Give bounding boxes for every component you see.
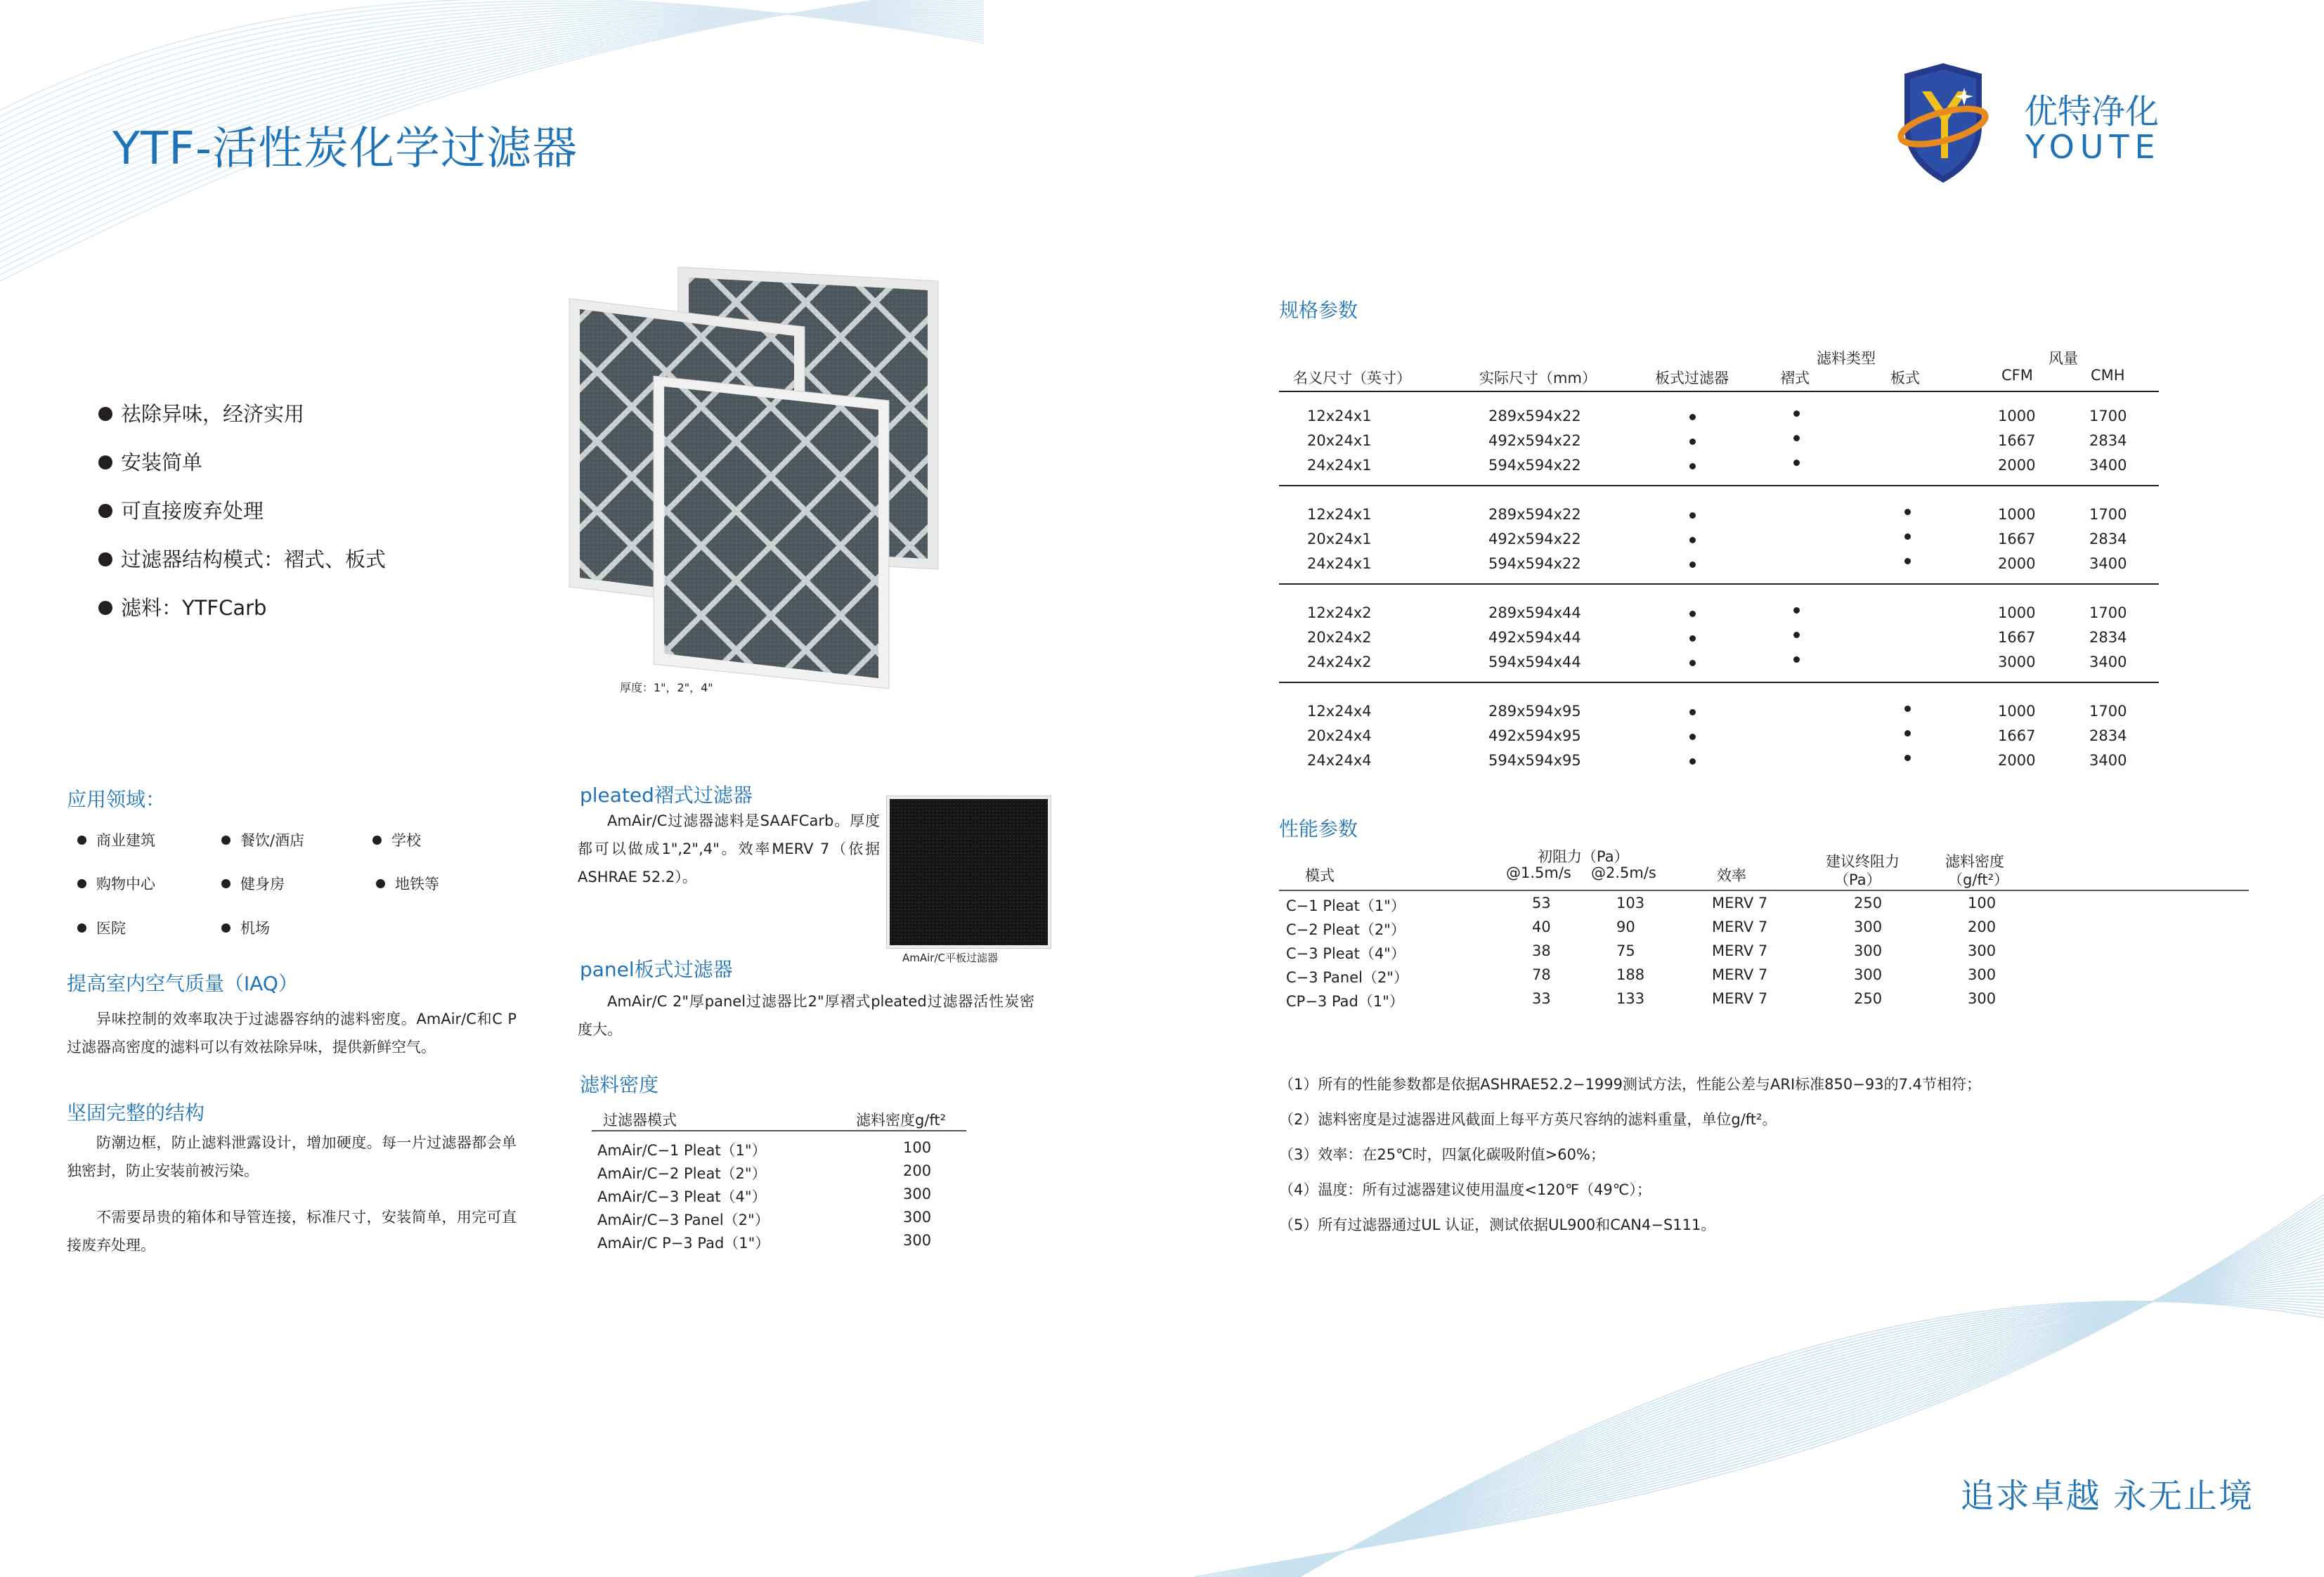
spec-cfm-cell: 1000 — [1998, 604, 2036, 621]
pleated-text: AmAir/C过滤器滤料是SAAFCarb。厚度都可以做成1",2",4"。效率MERV 7（依据ASHRAE 52.2）。 — [578, 812, 880, 885]
spec-bullet-panel-filter — [1689, 709, 1696, 715]
feature-item: 可直接废弃处理 — [98, 495, 264, 524]
feature-item: 祛除异味，经济实用 — [98, 398, 304, 427]
spec-bullet-pleat — [1793, 607, 1800, 614]
perf-v2-cell: 103 — [1616, 895, 1645, 911]
spec-nominal-cell: 24x24x1 — [1307, 555, 1372, 572]
density-heading: 滤料密度 — [580, 1073, 659, 1096]
spec-col-panel: 板式 — [1890, 370, 1920, 387]
wave-line — [1195, 1301, 2324, 1577]
spec-nominal-cell: 12x24x4 — [1307, 703, 1372, 720]
wave-line — [1195, 1268, 2324, 1577]
wave-line — [1195, 1244, 2324, 1577]
spec-bullet-panel-filter — [1689, 758, 1696, 765]
spec-cmh-cell: 2834 — [2089, 432, 2127, 449]
spec-bullet-pleat — [1793, 410, 1800, 417]
spec-cfm-cell: 2000 — [1998, 457, 2036, 474]
spec-cmh-cell: 3400 — [2089, 752, 2127, 769]
application-item: 购物中心 — [77, 873, 155, 894]
spec-actual-cell: 594x594x95 — [1488, 752, 1581, 769]
density-value-cell: 300 — [903, 1209, 932, 1226]
spec-cmh-cell: 1700 — [2089, 408, 2127, 424]
spec-cfm-cell: 1000 — [1998, 506, 2036, 523]
perf-v2-cell: 75 — [1616, 942, 1635, 959]
wave-line — [1195, 1209, 2324, 1577]
thickness-caption: 厚度：1"，2"，4" — [620, 681, 713, 694]
spec-bullet-panel — [1904, 558, 1911, 564]
bullet-icon — [376, 879, 385, 888]
note: （5）所有过滤器通过UL 认证，测试依据UL900和CAN4−S111。 — [1279, 1216, 1716, 1233]
wave-line — [1195, 1202, 2324, 1577]
perf-v1-cell: 53 — [1532, 895, 1551, 911]
density-value-cell: 300 — [903, 1186, 932, 1202]
structure-heading: 坚固完整的结构 — [67, 1101, 205, 1124]
spec-group-rule — [1279, 583, 2159, 585]
density-mode-cell: AmAir/C−1 Pleat（1"） — [597, 1142, 767, 1159]
spec-bullet-panel — [1904, 730, 1911, 736]
spec-nominal-cell: 20x24x4 — [1307, 727, 1372, 744]
iaq-heading: 提高室内空气质量（IAQ） — [67, 972, 298, 995]
perf-mode-cell: C−3 Panel（2"） — [1286, 969, 1408, 986]
perf-final-cell: 300 — [1854, 942, 1883, 959]
spec-cfm-cell: 1667 — [1998, 727, 2036, 744]
perf-col-density-1: 滤料密度 — [1945, 853, 2004, 870]
perf-density-cell: 100 — [1968, 895, 1997, 911]
bullet-icon — [98, 601, 112, 615]
bullet-icon — [98, 552, 112, 566]
spec-cfm-cell: 1000 — [1998, 408, 2036, 424]
spec-cfm-cell: 2000 — [1998, 555, 2036, 572]
spec-col-nominal: 名义尺寸（英寸） — [1293, 370, 1411, 387]
spec-actual-cell: 492x594x22 — [1488, 432, 1581, 449]
perf-col-final-2: （Pa） — [1834, 871, 1881, 888]
perf-density-cell: 200 — [1968, 919, 1997, 935]
spec-cmh-cell: 2834 — [2089, 531, 2127, 547]
spec-actual-cell: 594x594x22 — [1488, 457, 1581, 474]
spec-bullet-panel-filter — [1689, 512, 1696, 519]
structure-text-1: 防潮边框，防止滤料泄露设计，增加硬度。每一片过滤器都会单独密封，防止安装前被污染。 — [67, 1134, 517, 1179]
perf-final-cell: 250 — [1854, 895, 1883, 911]
wave-line — [1195, 1296, 2324, 1577]
spec-heading: 规格参数 — [1279, 299, 1358, 322]
wave-line — [1195, 1301, 2324, 1577]
spec-nominal-cell: 12x24x1 — [1307, 408, 1372, 424]
perf-eff-cell: MERV 7 — [1712, 990, 1768, 1007]
density-mode-cell: AmAir/C−3 Pleat（4"） — [597, 1188, 767, 1205]
feature-item: 过滤器结构模式：褶式、板式 — [98, 544, 386, 573]
shield-logo-icon — [1897, 60, 1989, 186]
perf-col-v2: @2.5m/s — [1591, 864, 1656, 881]
perf-final-cell: 250 — [1854, 990, 1883, 1007]
spec-nominal-cell: 20x24x1 — [1307, 432, 1372, 449]
application-item: 商业建筑 — [77, 829, 155, 850]
perf-header-rule — [1279, 890, 2249, 891]
spec-cmh-cell: 1700 — [2089, 703, 2127, 720]
spec-cfm-cell: 2000 — [1998, 752, 2036, 769]
wave-line — [1195, 1302, 2324, 1577]
spec-col-panel-filter: 板式过滤器 — [1655, 370, 1729, 387]
wave-line — [1195, 1226, 2324, 1577]
spec-group-rule — [1279, 682, 2159, 683]
bullet-icon — [77, 879, 86, 888]
wave-line — [1195, 1272, 2324, 1577]
carbon-texture — [890, 799, 1048, 945]
wave-line — [1195, 1254, 2324, 1577]
perf-eff-cell: MERV 7 — [1712, 942, 1768, 959]
applications-heading: 应用领域： — [67, 788, 166, 811]
spec-airflow-header: 风量 — [2049, 350, 2078, 367]
spec-actual-cell: 289x594x22 — [1488, 408, 1581, 424]
perf-density-cell: 300 — [1968, 990, 1997, 1007]
perf-v1-cell: 78 — [1532, 966, 1551, 983]
application-item: 地铁等 — [376, 873, 439, 894]
panel-filter-caption: AmAir/C平板过滤器 — [902, 952, 998, 964]
spec-col-cmh: CMH — [2091, 367, 2125, 384]
spec-nominal-cell: 20x24x1 — [1307, 531, 1372, 547]
spec-nominal-cell: 12x24x2 — [1307, 604, 1372, 621]
spec-bullet-panel-filter — [1689, 537, 1696, 543]
perf-v2-cell: 90 — [1616, 919, 1635, 935]
wave-line — [1195, 1299, 2324, 1577]
spec-actual-cell: 492x594x22 — [1488, 531, 1581, 547]
product-image-filters — [562, 264, 942, 692]
panel-filter-image — [887, 796, 1051, 948]
spec-cfm-cell: 1667 — [1998, 629, 2036, 646]
page-title: YTF-活性炭化学过滤器 — [112, 123, 578, 175]
application-item: 健身房 — [221, 873, 285, 894]
spec-col-pleat: 褶式 — [1780, 370, 1810, 387]
spec-col-actual: 实际尺寸（mm） — [1479, 370, 1597, 387]
wave-line — [1195, 1279, 2324, 1577]
brand-name-cn: 优特净化 — [2024, 92, 2160, 131]
spec-cmh-cell: 2834 — [2089, 629, 2127, 646]
wave-line — [1195, 1302, 2324, 1577]
spec-nominal-cell: 24x24x2 — [1307, 654, 1372, 670]
bullet-icon — [77, 923, 86, 933]
density-value-cell: 300 — [903, 1232, 932, 1249]
spec-bullet-panel-filter — [1689, 734, 1696, 740]
wave-line — [1195, 1290, 2324, 1577]
application-item: 机场 — [221, 917, 270, 938]
perf-density-cell: 300 — [1968, 966, 1997, 983]
bullet-icon — [77, 836, 86, 845]
perf-col-v1: @1.5m/s — [1506, 864, 1571, 881]
spec-cfm-cell: 1667 — [1998, 531, 2036, 547]
spec-bullet-panel-filter — [1689, 463, 1696, 469]
perf-heading: 性能参数 — [1279, 817, 1358, 841]
perf-mode-cell: C−3 Pleat（4"） — [1286, 945, 1406, 962]
spec-cmh-cell: 3400 — [2089, 457, 2127, 474]
spec-bullet-panel — [1904, 755, 1911, 761]
panel-text: AmAir/C 2"厚panel过滤器比2"厚褶式pleated过滤器活性炭密度大。 — [578, 993, 1034, 1038]
perf-v1-cell: 33 — [1532, 990, 1551, 1007]
wave-line — [1195, 1233, 2324, 1577]
wave-line — [1195, 1198, 2324, 1577]
spec-bullet-pleat — [1793, 435, 1800, 441]
wave-line — [1195, 1219, 2324, 1577]
application-item: 医院 — [77, 917, 126, 938]
note: （3）效率：在25℃时，四氯化碳吸附值>60%； — [1279, 1146, 1605, 1163]
application-item: 学校 — [372, 829, 421, 850]
spec-bullet-panel-filter — [1689, 660, 1696, 666]
feature-item: 安装简单 — [98, 447, 202, 476]
spec-bullet-panel-filter — [1689, 414, 1696, 420]
density-mode-cell: AmAir/C−3 Panel（2"） — [597, 1212, 770, 1228]
perf-eff-cell: MERV 7 — [1712, 919, 1768, 935]
density-value-cell: 100 — [903, 1139, 932, 1156]
spec-nominal-cell: 20x24x2 — [1307, 629, 1372, 646]
brand-name-en: YOUTE — [2025, 128, 2161, 166]
wave-line — [1195, 1237, 2324, 1577]
spec-actual-cell: 492x594x95 — [1488, 727, 1581, 744]
spec-bullet-panel-filter — [1689, 562, 1696, 568]
density-col-density: 滤料密度g/ft² — [856, 1112, 947, 1129]
spec-actual-cell: 594x594x44 — [1488, 654, 1581, 670]
perf-final-cell: 300 — [1854, 919, 1883, 935]
spec-cmh-cell: 3400 — [2089, 555, 2127, 572]
spec-bullet-panel-filter — [1689, 635, 1696, 642]
spec-bullet-panel — [1904, 509, 1911, 515]
bullet-icon — [98, 407, 112, 421]
perf-v1-cell: 40 — [1532, 919, 1551, 935]
feature-item: 滤料：YTFCarb — [98, 592, 266, 621]
wave-line — [1195, 1216, 2324, 1577]
spec-cfm-cell: 1000 — [1998, 703, 2036, 720]
spec-cfm-cell: 1667 — [1998, 432, 2036, 449]
bullet-icon — [221, 836, 231, 845]
structure-text-2: 不需要昂贵的箱体和导管连接，标准尺寸，安装简单，用完可直接废弃处理。 — [67, 1209, 517, 1254]
perf-col-density-2: （g/ft²） — [1948, 871, 2009, 888]
spec-col-cfm: CFM — [2001, 367, 2033, 384]
spec-actual-cell: 492x594x44 — [1488, 629, 1581, 646]
perf-v1-cell: 38 — [1532, 942, 1551, 959]
pleated-heading: pleated褶式过滤器 — [580, 784, 753, 807]
bullet-icon — [98, 455, 112, 469]
spec-nominal-cell: 24x24x4 — [1307, 752, 1372, 769]
spec-bullet-pleat — [1793, 632, 1800, 638]
spec-actual-cell: 289x594x95 — [1488, 703, 1581, 720]
density-rule — [592, 1130, 966, 1131]
spec-cmh-cell: 1700 — [2089, 506, 2127, 523]
wave-line — [1195, 1283, 2324, 1577]
spec-cmh-cell: 1700 — [2089, 604, 2127, 621]
perf-v2-cell: 133 — [1616, 990, 1645, 1007]
bullet-icon — [221, 879, 231, 888]
perf-final-cell: 300 — [1854, 966, 1883, 983]
bullet-icon — [372, 836, 382, 845]
perf-v2-cell: 188 — [1616, 966, 1645, 983]
spec-actual-cell: 289x594x44 — [1488, 604, 1581, 621]
spec-actual-cell: 594x594x22 — [1488, 555, 1581, 572]
spec-cfm-cell: 3000 — [1998, 654, 2036, 670]
density-mode-cell: AmAir/C−2 Pleat（2"） — [597, 1165, 767, 1182]
application-item: 餐饮/酒店 — [221, 829, 304, 850]
spec-bullet-panel-filter — [1689, 611, 1696, 617]
spec-actual-cell: 289x594x22 — [1488, 506, 1581, 523]
perf-eff-cell: MERV 7 — [1712, 895, 1768, 911]
spec-bullet-panel — [1904, 533, 1911, 540]
spec-bullet-panel-filter — [1689, 439, 1696, 445]
perf-col-final-1: 建议终阻力 — [1826, 853, 1900, 870]
perf-mode-cell: C−2 Pleat（2"） — [1286, 921, 1406, 938]
perf-mode-cell: C−1 Pleat（1"） — [1286, 897, 1406, 914]
spec-nominal-cell: 24x24x1 — [1307, 457, 1372, 474]
spec-bullet-pleat — [1793, 656, 1800, 663]
spec-cmh-cell: 3400 — [2089, 654, 2127, 670]
perf-col-mode: 模式 — [1305, 867, 1335, 884]
spec-bullet-pleat — [1793, 460, 1800, 466]
note: （1）所有的性能参数都是依据ASHRAE52.2−1999测试方法，性能公差与ARI标准850−93的7.4节相符； — [1279, 1076, 1981, 1093]
wave-line — [1195, 1261, 2324, 1577]
slogan: 追求卓越 永无止境 — [1960, 1477, 2254, 1516]
spec-bullet-panel — [1904, 706, 1911, 712]
density-mode-cell: AmAir/C P−3 Pad（1"） — [597, 1235, 770, 1252]
spec-filter-type-header: 滤料类型 — [1817, 350, 1876, 367]
panel-heading: panel板式过滤器 — [580, 958, 733, 981]
perf-eff-cell: MERV 7 — [1712, 966, 1768, 983]
spec-group-rule — [1279, 485, 2159, 486]
density-value-cell: 200 — [903, 1162, 932, 1179]
iaq-text: 异味控制的效率取决于过滤器容纳的滤料密度。AmAir/C和C P过滤器高密度的滤料可以有效祛除异味，提供新鲜空气。 — [67, 1011, 517, 1056]
perf-density-cell: 300 — [1968, 942, 1997, 959]
bullet-icon — [221, 923, 231, 933]
note: （2）滤料密度是过滤器进风截面上每平方英尺容纳的滤料重量，单位g/ft²。 — [1279, 1111, 1777, 1128]
spec-cmh-cell: 2834 — [2089, 727, 2127, 744]
spec-nominal-cell: 12x24x1 — [1307, 506, 1372, 523]
perf-mode-cell: CP−3 Pad（1"） — [1286, 993, 1404, 1010]
spec-header-rule — [1279, 391, 2159, 392]
perf-col-eff: 效率 — [1717, 867, 1746, 884]
perf-col-init: 初阻力（Pa） — [1538, 848, 1629, 865]
density-col-mode: 过滤器模式 — [603, 1112, 677, 1129]
note: （4）温度：所有过滤器建议使用温度<120℉（49℃）； — [1279, 1181, 1651, 1198]
bullet-icon — [98, 504, 112, 518]
